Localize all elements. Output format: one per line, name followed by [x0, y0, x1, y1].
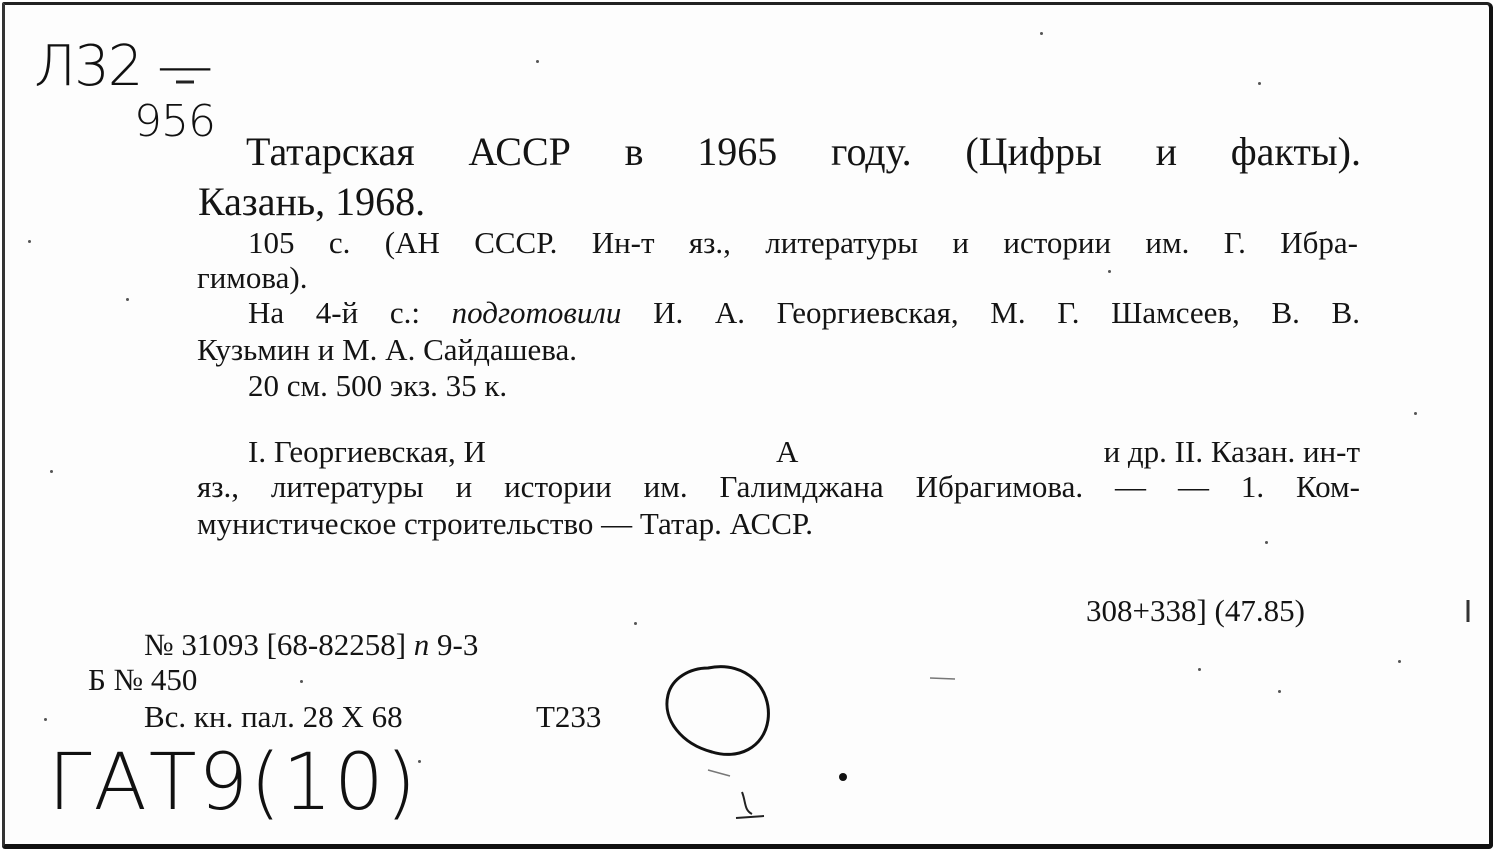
speckle [1398, 660, 1401, 663]
speckle [1278, 690, 1281, 693]
stray-mark-1 [708, 770, 730, 776]
classification-index: 308+338] (47.85) [1086, 593, 1305, 628]
subject-line-2: яз., литературы и истории им. Галимджана Ибрагимова. — — 1. Ком- [197, 469, 1360, 504]
speckle [418, 760, 421, 763]
print-batch-number: Б № 450 [88, 662, 198, 697]
print-paper-format: Вс. кн. пал. 28 X 68 [144, 699, 403, 734]
speckle [1040, 32, 1043, 35]
subject-line-1a: I. Георгиевская, И [248, 434, 486, 469]
speckle [1265, 541, 1268, 544]
card-preparers: На 4-й с.: подготовили И. А. Георгиевская, М. Г. Шамсеев, В. В. [248, 295, 1360, 330]
tail-mark [736, 792, 764, 818]
card-title: Татарская АССР в 1965 году. (Цифры и факты). [246, 129, 1361, 174]
speckle [28, 240, 31, 243]
card-collation: 105 с. (АН СССР. Ин-т яз., литературы и истории им. Г. Ибра- [248, 225, 1358, 260]
subject-line-3: мунистическое строительство — Татар. АССР. [197, 506, 813, 541]
speckle [1108, 270, 1111, 273]
hand-drawn-circle [667, 667, 768, 755]
speckle [44, 718, 47, 721]
subject-line-1c: и др. II. Казан. ин-т [1103, 434, 1360, 469]
handwritten-call-number: Л32 — [34, 34, 212, 99]
handwritten-shelf-mark: ГАТ9(10) [48, 738, 419, 828]
speckle [300, 680, 303, 683]
card-imprint-place: Казань, 1968. [198, 179, 426, 224]
card-preparers-cont: Кузьмин и М. А. Сайдашева. [197, 332, 577, 367]
ink-dot [839, 773, 847, 781]
card-physical-description: 20 см. 500 экз. 35 к. [248, 368, 508, 403]
speckle [634, 622, 637, 625]
handwritten-call-number-sub: 956 [134, 96, 215, 147]
speckle [50, 470, 53, 473]
speckle [536, 60, 539, 63]
card-collation-cont: гимова). [197, 260, 308, 295]
speckle [1198, 668, 1201, 671]
print-order-number: № 31093 [68-82258] п 9-3 [144, 627, 479, 662]
subject-line-1b: А [776, 434, 799, 469]
print-code: Т233 [536, 699, 602, 734]
speckle [126, 298, 129, 301]
speckle [1258, 82, 1261, 85]
speckle [1414, 412, 1417, 415]
stray-mark-2 [930, 678, 955, 679]
